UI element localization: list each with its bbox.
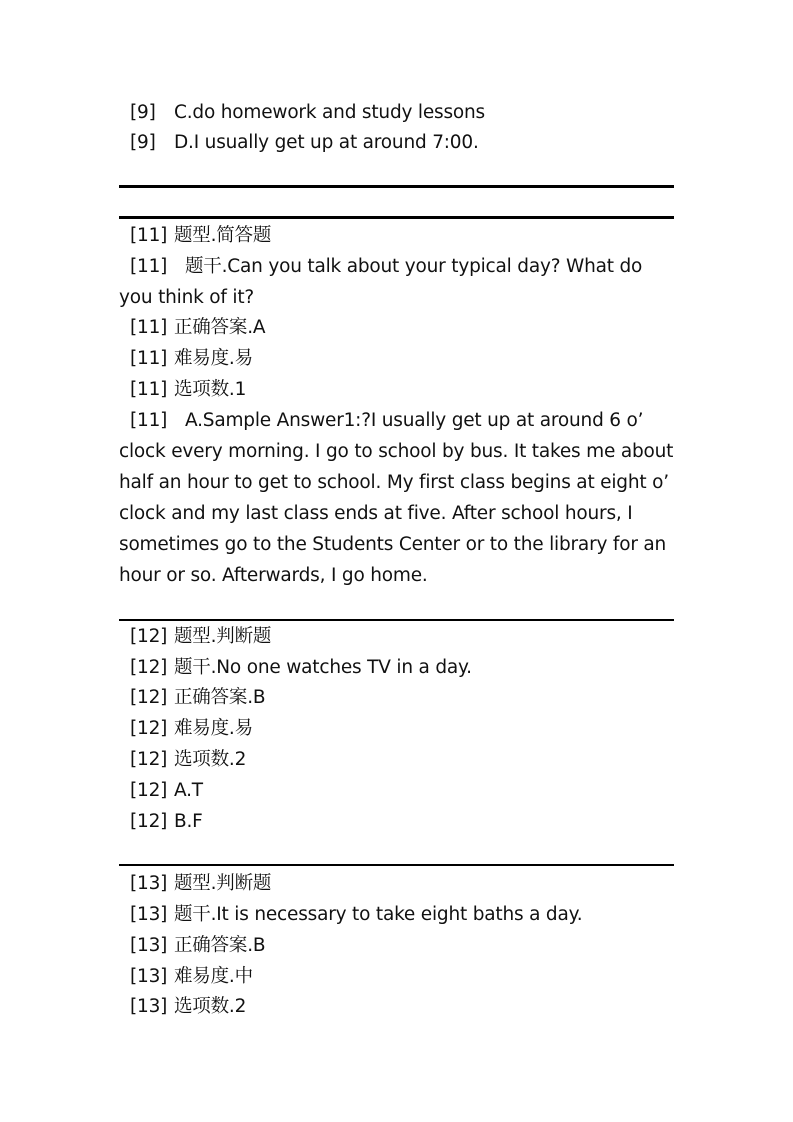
question-number: [12] [130,780,168,801]
question-number: [12] [130,811,168,832]
option-count-line [119,744,679,775]
option-count: 选项数.2 [174,749,247,770]
correct-answer-line [119,682,679,713]
option-line [119,775,679,806]
question-number: [9] [130,102,156,123]
correct-answer-line [119,930,679,961]
option-line [119,97,679,128]
question-type-line [119,220,679,251]
difficulty-line [119,713,679,744]
stem-text: 题干.Can you talk about your typical day? What do you think of it? [119,256,643,308]
question-stem [119,251,675,313]
difficulty: 难易度.中 [174,966,253,987]
option-text: C.do homework and study lessons [174,102,485,123]
question-number: [13] [130,996,168,1017]
option-count: 选项数.2 [174,996,247,1017]
question-number: [11] [130,317,168,338]
question-number: [12] [130,657,168,678]
difficulty: 难易度.易 [174,348,253,369]
section-divider [119,185,674,188]
correct-answer: 正确答案.B [174,687,266,708]
question-number: [11] [130,348,168,369]
question-number: [11] [130,410,168,431]
option-count-line [119,991,679,1022]
correct-answer-line [119,312,679,343]
question-stem [119,652,679,683]
question-number: [12] [130,687,168,708]
question-number: [12] [130,718,168,739]
section-divider [119,864,674,866]
question-number: [13] [130,935,168,956]
stem-text: 题干.It is necessary to take eight baths a day. [174,904,583,925]
question-number: [11] [130,256,168,277]
question-number: [13] [130,966,168,987]
question-type-line [119,621,679,652]
question-stem [119,899,679,930]
question-number: [9] [130,132,156,153]
question-number: [12] [130,749,168,770]
option-line [119,806,679,837]
sample-answer [119,405,675,591]
stem-text: 题干.No one watches TV in a day. [174,657,472,678]
question-number: [13] [130,904,168,925]
question-number: [11] [130,379,168,400]
correct-answer: 正确答案.A [174,317,266,338]
question-type: 题型.判断题 [174,626,272,647]
question-number: [11] [130,225,168,246]
difficulty: 难易度.易 [174,718,253,739]
section-divider [119,216,674,219]
option-count: 选项数.1 [174,379,247,400]
sample-answer-text: A.Sample Answer1:?I usually get up at around 6 o’ clock every morning. I go to school by bus. It takes me about half an hour to get to school. My first class begins at eight o’ clock and my last class ends at five. After school hours, I sometimes go to the Students Center or to the library for an hour or so. Afterwards, I go home. [119,410,674,586]
difficulty-line [119,343,679,374]
difficulty-line [119,961,679,992]
option-text: B.F [174,811,203,832]
option-count-line [119,374,679,405]
correct-answer: 正确答案.B [174,935,266,956]
question-number: [12] [130,626,168,647]
question-type: 题型.判断题 [174,873,272,894]
question-number: [13] [130,873,168,894]
option-line [119,127,679,158]
option-text: A.T [174,780,203,801]
option-text: D.I usually get up at around 7:00. [174,132,479,153]
question-type-line [119,868,679,899]
question-type: 题型.简答题 [174,225,272,246]
